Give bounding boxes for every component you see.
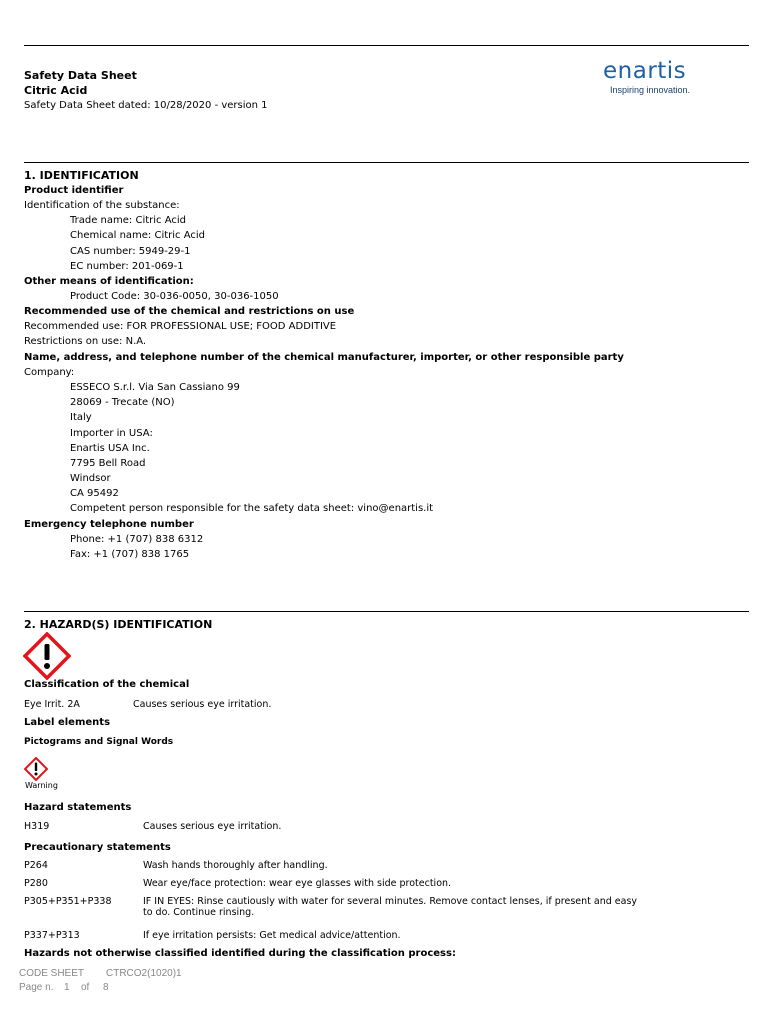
precautionary-code: P337+P313 (24, 930, 80, 941)
classification-heading: Classification of the chemical (24, 679, 190, 690)
recommended-use: Recommended use: FOR PROFESSIONAL USE; FOOD ADDITIVE (24, 321, 337, 332)
emergency-phone: Phone: +1 (707) 838 6312 (70, 534, 204, 545)
precautionary-text: If eye irritation persists: Get medical advice/attention. (143, 930, 401, 941)
hazard-text: Causes serious eye irritation. (143, 821, 282, 832)
restrictions-on-use: Restrictions on use: N.A. (24, 336, 147, 347)
section2-divider (24, 611, 749, 612)
classification-text: Causes serious eye irritation. (133, 699, 272, 710)
ghs-exclamation-icon (23, 632, 71, 680)
precautionary-text: IF IN EYES: Rinse cautiously with water for several minutes. Remove contact lenses, if present and easy (143, 896, 638, 907)
precautionary-code: P305+P351+P338 (24, 896, 112, 907)
enartis-logo: enartis (603, 58, 687, 84)
product-code: Product Code: 30-036-0050, 30-036-1050 (70, 291, 279, 302)
identification-substance: Identification of the substance: (24, 200, 180, 211)
product-name: Citric Acid (24, 84, 88, 97)
hazard-code: H319 (24, 821, 50, 832)
code-sheet-label: CODE SHEET (19, 968, 85, 979)
classification-code: Eye Irrit. 2A (24, 699, 80, 710)
signal-word: Warning (25, 781, 58, 790)
manufacturer-heading: Name, address, and telephone number of the chemical manufacturer, importer, or other responsible party (24, 352, 624, 363)
logo-tagline: Inspiring innovation. (610, 85, 691, 95)
not-classified-heading: Hazards not otherwise classified identified during the classification process: (24, 948, 456, 959)
page-label: Page n. (19, 982, 54, 993)
section1-divider (24, 162, 749, 163)
trade-name: Trade name: Citric Acid (70, 215, 187, 226)
recommended-use-heading: Recommended use of the chemical and restrictions on use (24, 306, 355, 317)
ec-number: EC number: 201-069-1 (70, 261, 184, 272)
label-elements-heading: Label elements (24, 717, 111, 728)
company-line: Importer in USA: (70, 428, 153, 439)
chemical-name: Chemical name: Citric Acid (70, 230, 206, 241)
precautionary-code: P280 (24, 878, 48, 889)
product-identifier-heading: Product identifier (24, 185, 124, 196)
doc-title: Safety Data Sheet (24, 69, 137, 82)
precautionary-code: P264 (24, 860, 48, 871)
company-line: Windsor (70, 473, 111, 484)
ghs-exclamation-small-icon (24, 757, 48, 781)
precautionary-text-continued: to do. Continue rinsing. (143, 907, 255, 918)
emergency-fax: Fax: +1 (707) 838 1765 (70, 549, 190, 560)
page-of-label: of (81, 982, 90, 993)
emergency-heading: Emergency telephone number (24, 519, 194, 530)
code-sheet-value: CTRCO2(1020)1 (106, 968, 182, 979)
section1-title: 1. IDENTIFICATION (24, 169, 139, 182)
company-line: CA 95492 (70, 488, 119, 499)
top-divider (24, 45, 749, 46)
precautionary-text: Wear eye/face protection: wear eye glasses with side protection. (143, 878, 452, 889)
competent-person: Competent person responsible for the safety data sheet: vino@enartis.it (70, 503, 434, 514)
page-total: 8 (103, 982, 109, 993)
company-label: Company: (24, 367, 75, 378)
precautionary-heading: Precautionary statements (24, 842, 171, 853)
company-line: Italy (70, 412, 92, 423)
cas-number: CAS number: 5949-29-1 (70, 246, 191, 257)
precautionary-text: Wash hands thoroughly after handling. (143, 860, 328, 871)
company-line: 7795 Bell Road (70, 458, 146, 469)
section2-title: 2. HAZARD(S) IDENTIFICATION (24, 618, 213, 631)
company-line: 28069 - Trecate (NO) (70, 397, 175, 408)
company-line: Enartis USA Inc. (70, 443, 150, 454)
pictograms-heading: Pictograms and Signal Words (24, 737, 174, 747)
hazard-statements-heading: Hazard statements (24, 802, 132, 813)
page-number: 1 (64, 982, 70, 993)
company-line: ESSECO S.r.l. Via San Cassiano 99 (70, 382, 240, 393)
other-means-heading: Other means of identification: (24, 276, 194, 287)
sheet-date: Safety Data Sheet dated: 10/28/2020 - version 1 (24, 100, 268, 111)
